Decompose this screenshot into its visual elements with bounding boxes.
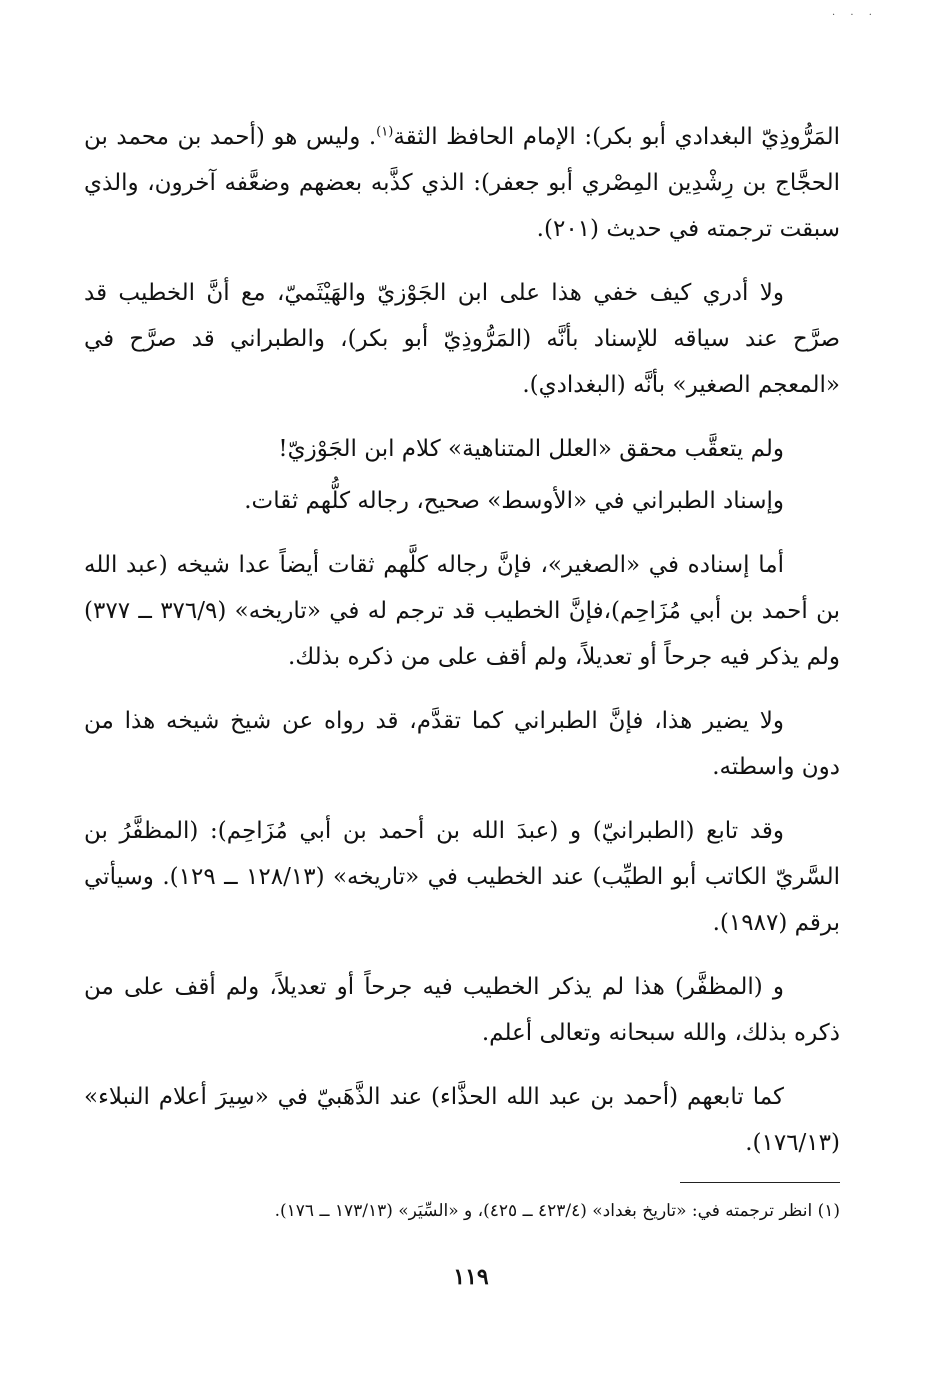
paragraph-3: ولم يتعقَّب محقق «العلل المتناهية» كلام ابن الجَوْزيّ! xyxy=(278,436,784,462)
paragraph-4: وإسناد الطبراني في «الأوسط» صحيح، رجاله كلُّهم ثقات. xyxy=(244,488,784,514)
paragraph-1-text-a: المَرُّوذِيّ البغدادي أبو بكر): الإمام الحافظ الثقة xyxy=(393,124,840,150)
paragraph-1-text-b: . وليس هو (أحمد بن محمد بن الحجَّاج بن رِشْدِين المِصْري أبو جعفر): الذي كذَّبه بعضهم وضعَّفه آخرون، والذي سبقت ترجمته في حديث (٢٠١). xyxy=(84,124,840,242)
footnote: (١) انظر ترجمته في: «تاريخ بغداد» (٤٢٣/٤ ــ ٤٢٥)، و «السِّيَر» (١٧٣/١٣ ــ ١٧٦). xyxy=(274,1201,840,1221)
paragraph-6: ولا يضير هذا، فإنَّ الطبراني كما تقدَّم، قد رواه عن شيخ شيخه هذا من دون واسطته. xyxy=(84,708,840,780)
footnote-reference: (١) xyxy=(376,124,394,140)
paragraph-7: وقد تابع (الطبرانيّ) و (عبدَ الله بن أحمد بن أبي مُزَاحِم): (المظفَّرُ بن السَّريّ الكاتب أبو الطيِّب) عند الخطيب في «تاريخه» (١٢٨/١٣ ــ ١٢٩). وسيأتي برقم (١٩٨٧). xyxy=(84,818,840,936)
scan-marks: · · · xyxy=(832,10,878,21)
page-body xyxy=(84,114,840,1184)
paragraph-9: كما تابعهم (أحمد بن عبد الله الحذَّاء) عند الذَّهَبيّ في «سِيرَ أعلام النبلاء» (١٧٦/١٣). xyxy=(84,1084,840,1156)
page-number: ١١٩ xyxy=(453,1264,489,1290)
paragraph-1 xyxy=(84,114,840,252)
paragraph-5: أما إسناده في «الصغير»، فإنَّ رجاله كلَّهم ثقات أيضاً عدا شيخه (عبد الله بن أحمد بن أبي مُزَاحِم)،فإنَّ الخطيب قد ترجم له في «تاريخه» (٣٧٦/٩ ــ ٣٧٧) ولم يذكر فيه جرحاً أو تعديلاً، ولم أقف على من ذكره بذلك. xyxy=(84,552,840,670)
paragraph-2: ولا أدري كيف خفي هذا على ابن الجَوْزيّ والهَيْثَميّ، مع أنَّ الخطيب قد صرَّح عند سياقه للإسناد بأنَّه (المَرُّوذِيّ أبو بكر)، والطبراني قد صرَّح في «المعجم الصغير» بأنَّه (البغدادي). xyxy=(84,280,840,398)
footnote-divider xyxy=(680,1182,840,1183)
paragraph-8: و (المظفَّر) هذا لم يذكر الخطيب فيه جرحاً أو تعديلاً، ولم أقف على من ذكره بذلك، والله سبحانه وتعالى أعلم. xyxy=(84,974,840,1046)
